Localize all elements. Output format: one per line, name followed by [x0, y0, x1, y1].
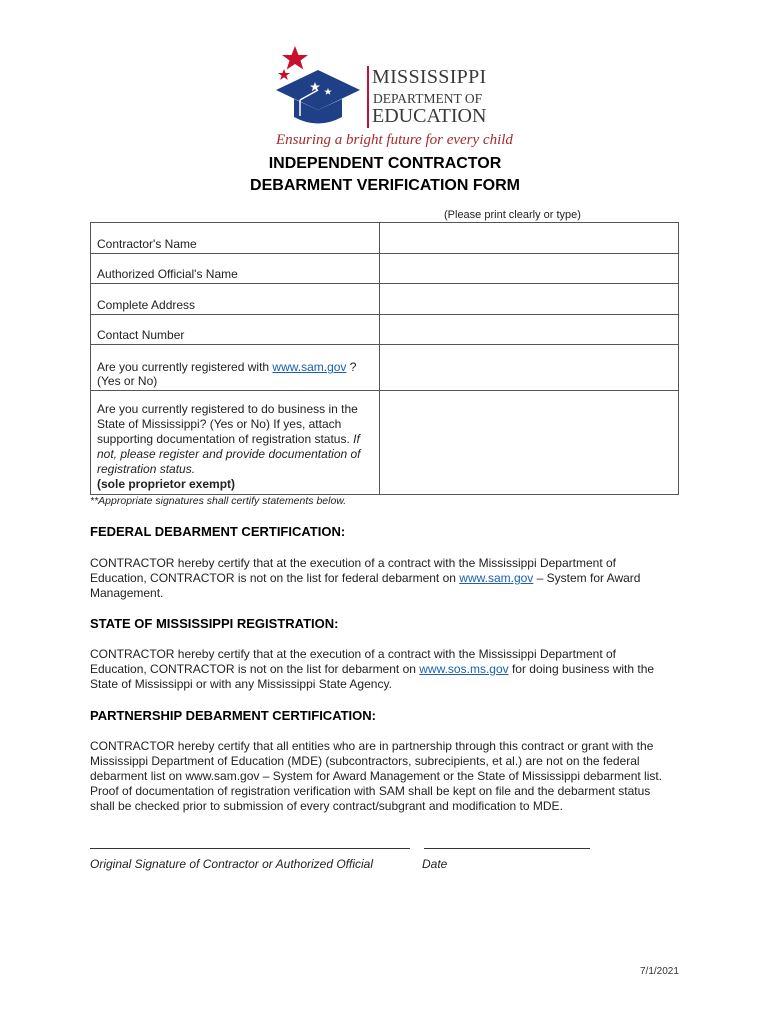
signature-line[interactable] [90, 848, 410, 849]
state-text-2: for doing business with the State of Mississippi or with any Mississippi State Agency. [90, 662, 655, 691]
state-sos-link[interactable]: www.sos.ms.gov [419, 662, 509, 676]
ms-question-exempt: (sole proprietor exempt) [97, 477, 236, 491]
logo-line-1: MISSISSIPPI [372, 66, 487, 88]
official-name-field[interactable] [380, 254, 679, 284]
ms-registration-label [91, 391, 380, 495]
address-field[interactable] [380, 284, 679, 315]
sam-gov-link[interactable]: www.sam.gov [272, 360, 347, 374]
contractor-name-field[interactable] [380, 223, 679, 254]
logo-line-2: DEPARTMENT OF [373, 91, 483, 106]
ms-registration-field[interactable] [380, 391, 679, 495]
logo-line-3: EDUCATION [372, 105, 487, 127]
sam-question-prefix: Are you currently registered with [97, 360, 273, 374]
print-note: (Please print clearly or type) [444, 209, 581, 221]
contractor-info-table [90, 222, 679, 495]
table-row [91, 254, 679, 284]
sam-question-line2: (Yes or No) [97, 374, 158, 388]
federal-text-2: – System for Award Management. [90, 571, 641, 600]
table-row [91, 391, 679, 495]
contact-label: Contact Number [91, 315, 380, 345]
graduation-cap-icon [276, 70, 360, 124]
federal-text-1: CONTRACTOR hereby certify that at the execution of a contract with the Mississippi Department of Education, CONTRACTOR is not on the list for federal debarment on [90, 556, 616, 585]
date-label: Date [422, 857, 448, 871]
state-heading: STATE OF MISSISSIPPI REGISTRATION: [90, 616, 339, 631]
federal-paragraph [90, 556, 670, 601]
address-label: Complete Address [91, 284, 380, 315]
ms-question-italic: If not, please register and provide documentation of registration status. [97, 432, 361, 476]
form-title-line-1: INDEPENDENT CONTRACTOR [268, 155, 502, 172]
table-row [91, 284, 679, 315]
contact-field[interactable] [380, 315, 679, 345]
form-title-line-2: DEBARMENT VERIFICATION FORM [250, 177, 520, 194]
sam-question-label [91, 345, 380, 391]
signature-label: Original Signature of Contractor or Authorized Official [90, 857, 374, 871]
logo-tagline: Ensuring a bright future for every child [276, 132, 513, 148]
table-row [91, 223, 679, 254]
star-icon [278, 46, 308, 80]
sam-registration-field[interactable] [380, 345, 679, 391]
partnership-paragraph: CONTRACTOR hereby certify that all entities who are in partnership through this contract or grant with the Mississippi Department of Education (MDE) (subcontractors, subrecipients, et al.) are not on the federal debarment list on www.sam.gov – System for Award Management or the State of Mississippi debarment list. Proof of documentation of registration verification with SAM shall be kept on file and the debarment status shall be checked prior to submission of every contract/subgrant and modification to MDE. [90, 739, 663, 813]
table-row [91, 315, 679, 345]
date-line[interactable] [424, 848, 590, 849]
revision-date: 7/1/2021 [640, 966, 679, 977]
ms-question-text: Are you currently registered to do business in the State of Mississippi? (Yes or No) If yes, attach supporting documentation of registration status. [97, 402, 358, 446]
federal-heading: FEDERAL DEBARMENT CERTIFICATION: [90, 524, 346, 539]
official-name-label: Authorized Official's Name [91, 254, 380, 284]
signature-footnote: **Appropriate signatures shall certify statements below. [90, 495, 347, 507]
sam-question-suffix: ? [346, 360, 357, 374]
partnership-heading: PARTNERSHIP DEBARMENT CERTIFICATION: [90, 708, 376, 723]
state-paragraph [90, 647, 670, 692]
federal-sam-link[interactable]: www.sam.gov [459, 571, 534, 585]
table-row [91, 345, 679, 391]
state-text-1: CONTRACTOR hereby certify that at the execution of a contract with the Mississippi Department of Education, CONTRACTOR is not on the list for debarment on [90, 647, 616, 676]
contractor-name-label: Contractor's Name [91, 223, 380, 254]
